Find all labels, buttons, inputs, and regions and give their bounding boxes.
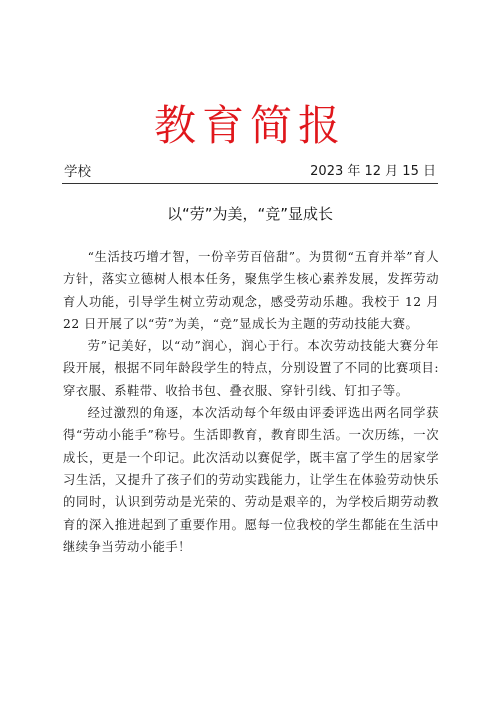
article-body xyxy=(63,246,439,558)
article-paragraph-2: 劳”记美好，以“动”润心，润心于行。本次劳动技能大赛分年段开展，根据不同年龄段学生的特点，分别设置了不同的比赛项目:穿衣服、系鞋带、收拾书包、叠衣服、穿针引线、钉扣子等。 xyxy=(63,339,439,398)
newsletter-title: 教育简报 xyxy=(153,101,346,150)
article-paragraph-1: “生活技巧增才智，一份辛劳百倍甜”。为贯彻“五育并举”育人方针，落实立德树人根本任务，聚焦学生核心素养发展，发挥劳动育人功能，引导学生树立劳动观念，感受劳动乐趣。我校于 12 月 22 日开展了以“劳”为美，“竞”显成长为主题的劳动技能大赛。 xyxy=(63,250,439,331)
school-label: 学校 xyxy=(64,164,91,180)
dateline xyxy=(64,161,436,183)
header-divider xyxy=(62,183,438,184)
issue-date: 2023 年 12 月 15 日 xyxy=(310,164,436,179)
article-paragraph-3: 经过激烈的角逐，本次活动每个年级由评委评选出两名同学获得“劳动小能手”称号。生活即教育，教育即生活。一次历练，一次成长，更是一个印记。此次活动以赛促学，既丰富了学生的居家学习生活，又提升了孩子们的劳动实践能力，让学生在体验劳动快乐的同时，认识到劳动是光荣的、劳动是艰辛的，为学校后期劳动教育的深入推进起到了重要作用。愿每一位我校的学生都能在生活中继续争当劳动小能手！ xyxy=(63,406,439,554)
article-headline: 以“劳”为美，“竞”显成长 xyxy=(166,205,334,223)
